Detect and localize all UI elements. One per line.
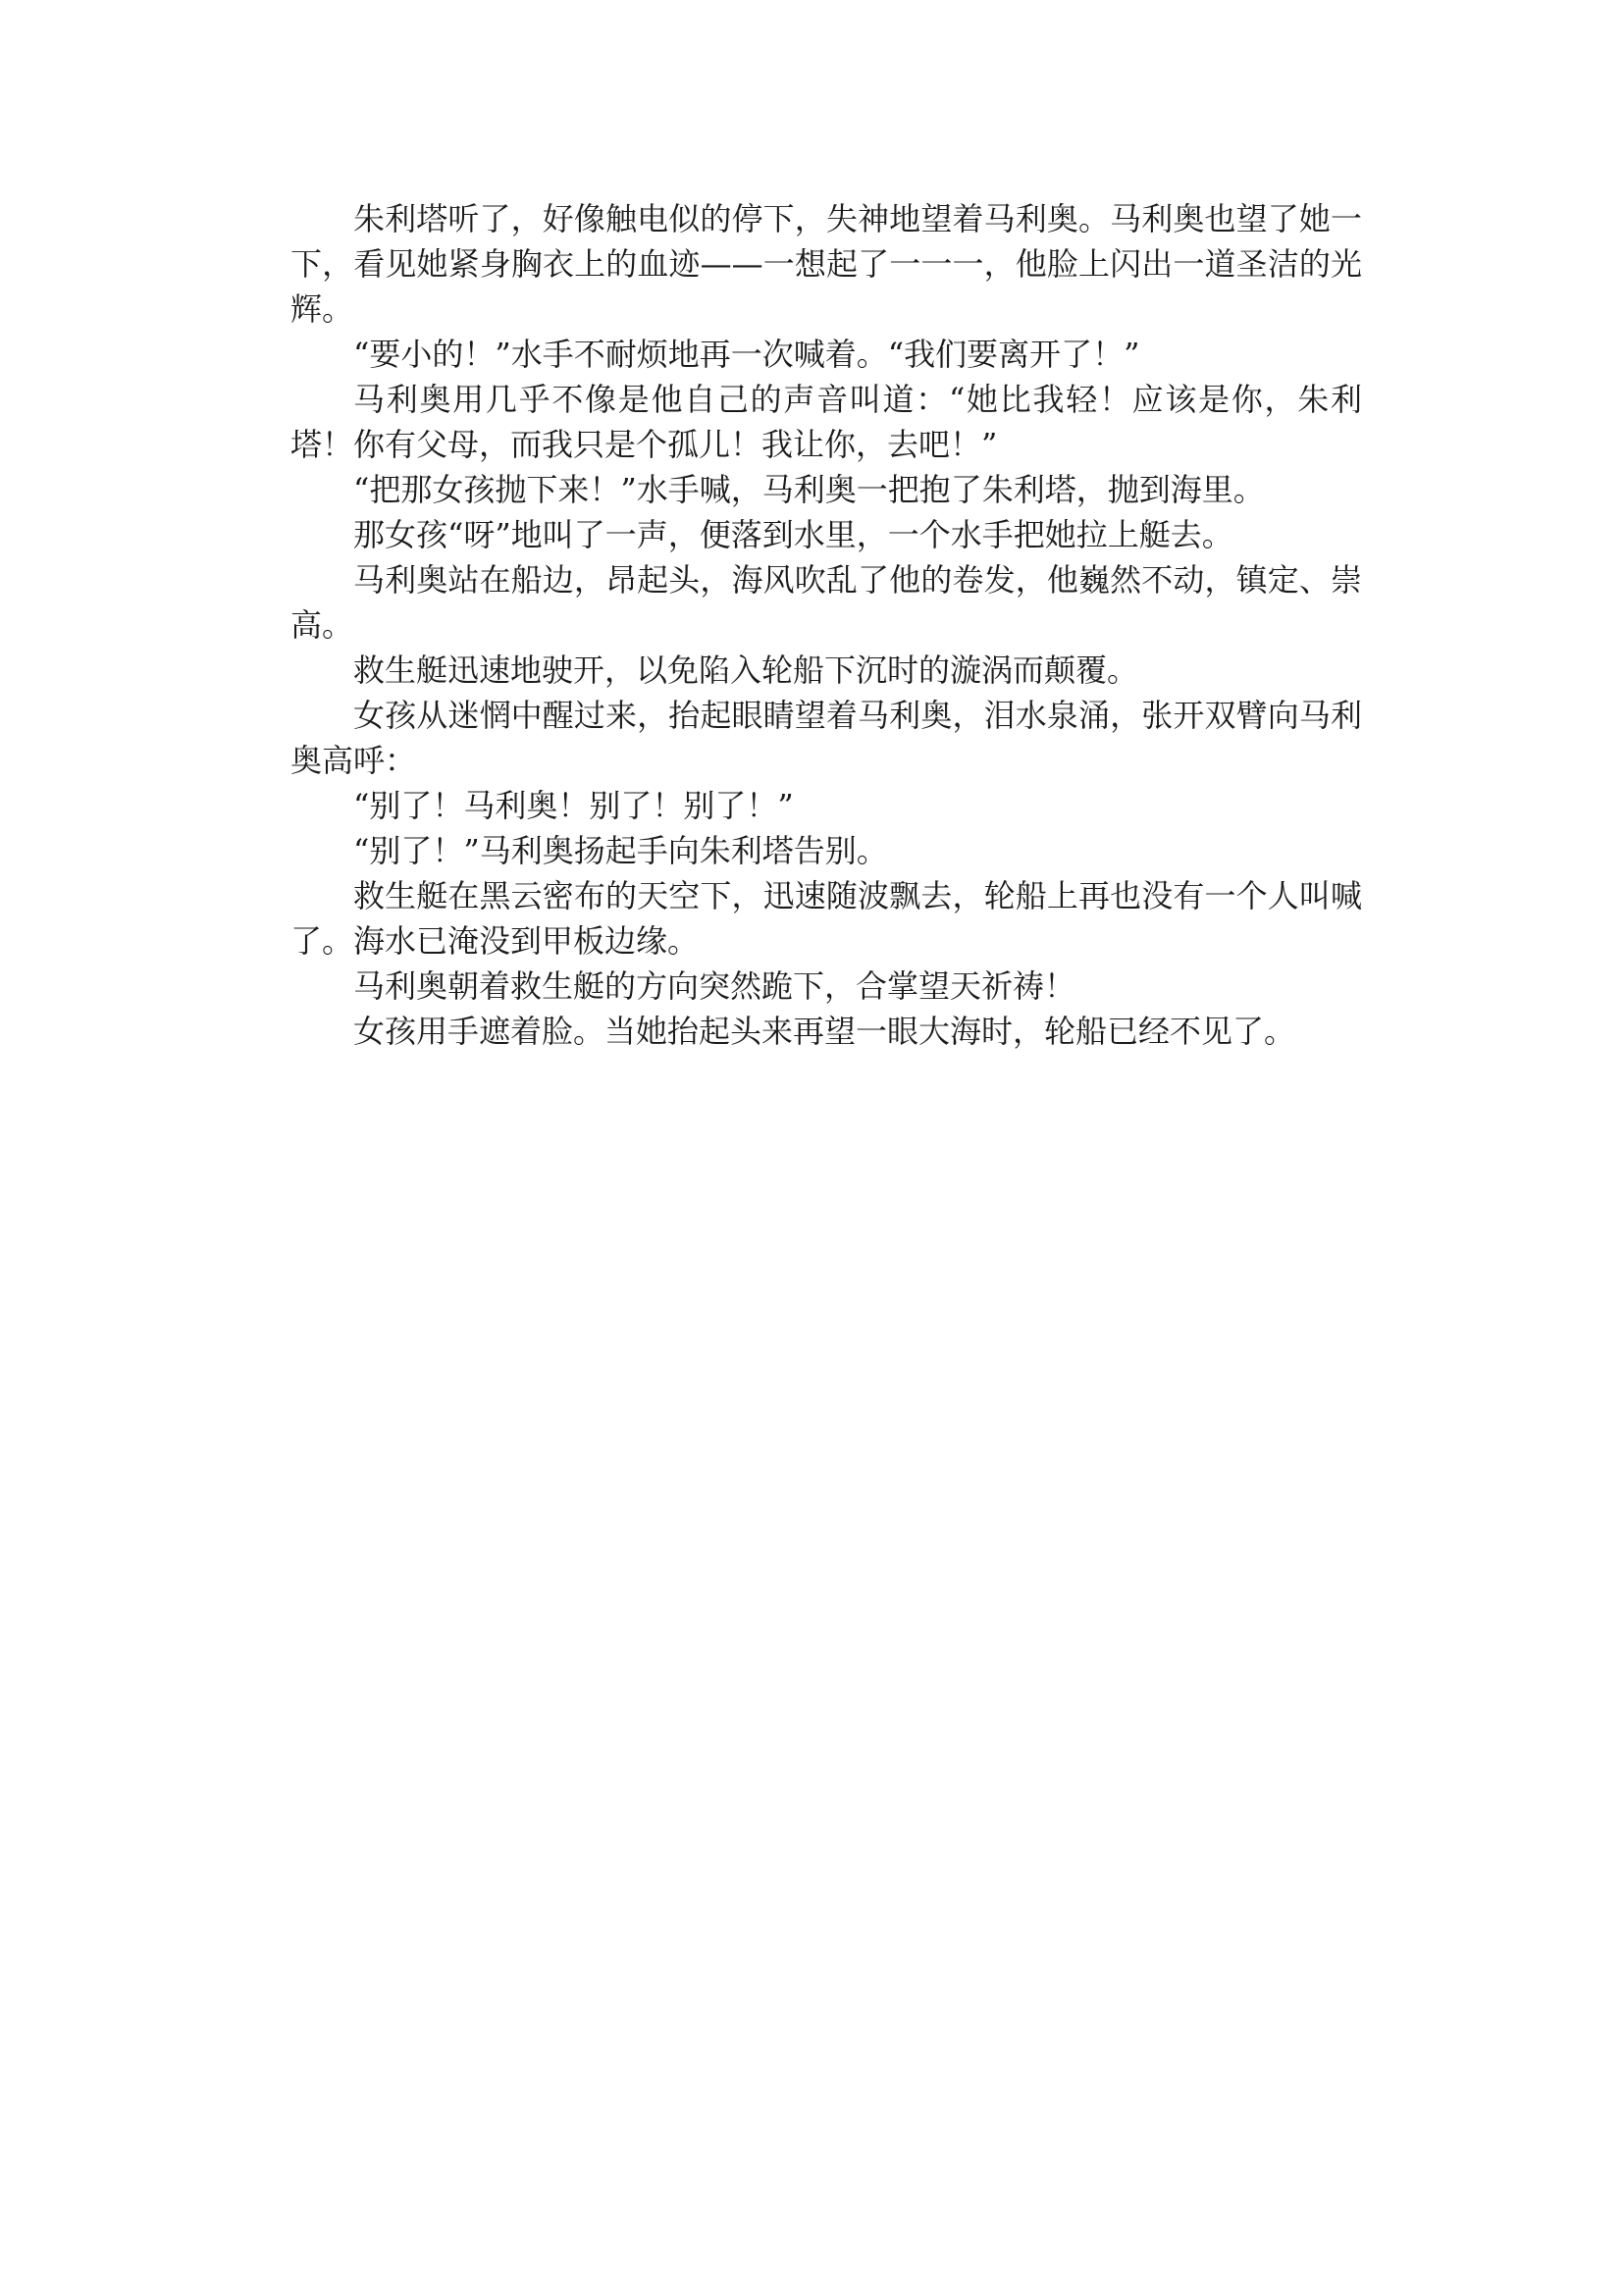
paragraph-13: 女孩用手遮着脸。当她抬起头来再望一眼大海时，轮船已经不见了。 xyxy=(353,1013,1296,1050)
story-text xyxy=(290,196,1362,1054)
paragraph-1: 朱利塔听了，好像触电似的停下，失神地望着马利奥。马利奥也望了她一下，看见她紧身胸衣上的血迹——一想起了一一一，他脸上闪出一道圣洁的光辉。 xyxy=(290,200,1362,328)
paragraph-8: 女孩从迷惘中醒过来，抬起眼睛望着马利奥，泪水泉涌，张开双臂向马利奥高呼： xyxy=(290,697,1362,779)
paragraph-10: “别了！”马利奥扬起手向朱利塔告别。 xyxy=(353,832,888,869)
paragraph-12: 马利奥朝着救生艇的方向突然跪下，合掌望天祈祷！ xyxy=(353,967,1076,1005)
paragraph-5: 那女孩“呀”地叫了一声，便落到水里，一个水手把她拉上艇去。 xyxy=(353,516,1233,553)
paragraph-3: 马利奥用几乎不像是他自己的声音叫道：“她比我轻！应该是你，朱利塔！你有父母，而我只是个孤儿！我让你，去吧！” xyxy=(290,381,1362,463)
paragraph-2: “要小的！”水手不耐烦地再一次喊着。“我们要离开了！” xyxy=(353,336,1140,373)
paragraph-7: 救生艇迅速地驶开，以免陷入轮船下沉时的漩涡而颠覆。 xyxy=(353,652,1139,689)
paragraph-9: “别了！马利奥！别了！别了！” xyxy=(353,787,794,824)
paragraph-4: “把那女孩抛下来！”水手喊，马利奥一把抱了朱利塔，抛到海里。 xyxy=(353,471,1265,508)
paragraph-11: 救生艇在黑云密布的天空下，迅速随波飘去，轮船上再也没有一个人叫喊了。海水已淹没到甲板边缘。 xyxy=(290,877,1362,960)
paragraph-6: 马利奥站在船边，昂起头，海风吹乱了他的卷发，他巍然不动，镇定、崇高。 xyxy=(290,561,1362,644)
